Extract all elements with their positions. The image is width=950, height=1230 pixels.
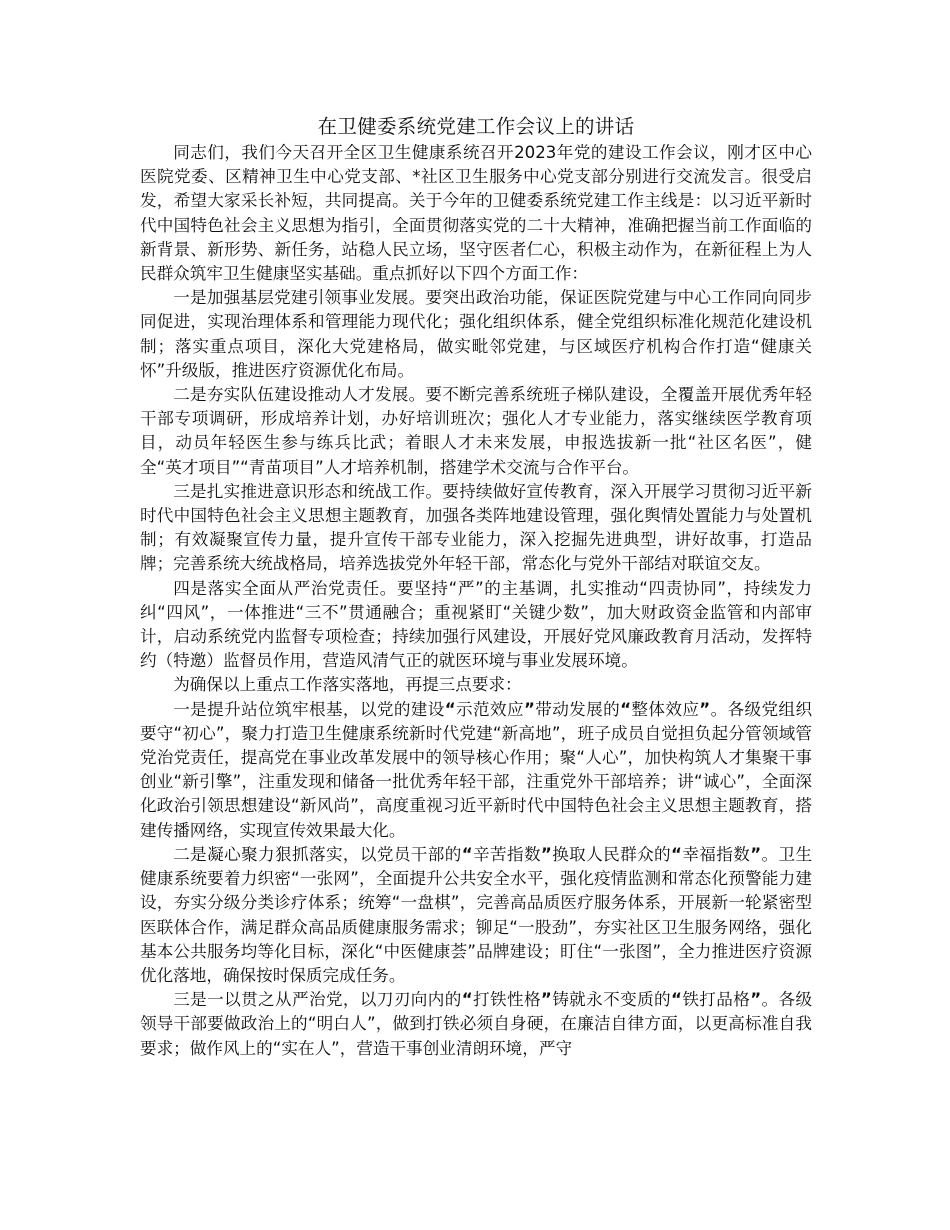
body-paragraph <box>140 843 812 988</box>
bold-text-segment: “ <box>461 990 473 1010</box>
bold-text-segment: ” <box>750 990 762 1010</box>
bold-text-segment: “ <box>444 699 456 719</box>
text-segment: 一是加强基层党建引领事业发展。要突出政治功能，保证医院党建与中心工作同向同步同促进，实现治理体系和管理能力现代化；强化组织体系，健全党组织标准化规范化建设机制；落实重点项目，深化大党建格局，做实毗邻党建，与区域医疗机构合作打造“健康关怀”升级版，推进医疗资源优化布局。 <box>140 288 812 380</box>
text-segment: 。卫生健康系统要着力织密“一张网”，全面提升公共安全水平，强化疫情监测和常态化预警能力建设，夯实分级分类诊疗体系；统筹“一盘棋”，完善高品质医疗服务体系，开展新一轮紧密型医联体合作，满足群众高品质健康服务需求；铆足“一股劲”，夯实社区卫生服务网络，强化基本公共服务均等化目标，深化“中医健康荟”品牌建设；盯住“一张图”，全力推进医疗资源优化落地，确保按时保质完成任务。 <box>140 844 813 985</box>
text-segment: 示范效应 <box>455 699 524 719</box>
bold-text-segment: “ <box>671 990 682 1010</box>
bold-text-segment: ” <box>540 844 552 864</box>
bold-text-segment: “ <box>620 699 632 719</box>
text-segment: 幸福指数 <box>681 844 751 864</box>
bold-text-segment: “ <box>671 844 682 864</box>
text-segment: 二是凝心聚力狠抓落实，以党员干部的 <box>173 844 462 864</box>
body-paragraph <box>140 577 812 674</box>
text-segment: 铁打品格 <box>681 990 751 1010</box>
bold-text-segment: ” <box>750 844 762 864</box>
document-title: 在卫健委系统党建工作会议上的讲话 <box>317 115 635 138</box>
text-segment: 同志们，我们今天召开全区卫生健康系统召开2023年党的建设工作会议，刚才区中心医院党委、区精神卫生中心党支部、*社区卫生服务中心党支部分别进行交流发言。很受启发，希望大家采长补短，共同提高。关于今年的卫健委系统党建工作主线是：以习近平新时代中国特色社会主义思想为指引，全面贯彻落实党的二十大精神，准确把握当前工作面临的新背景、新形势、新任务，站稳人民立场，坚守医者仁心，积极主动作为，在新征程上为人民群众筑牢卫生健康坚实基础。重点抓好以下四个方面工作： <box>140 143 812 284</box>
bold-text-segment: ” <box>523 699 535 719</box>
bold-text-segment: ” <box>699 699 711 719</box>
text-segment: 二是夯实队伍建设推动人才发展。要不断完善系统班子梯队建设，全覆盖开展优秀年轻干部专项调研，形成培养计划，办好培训班次；强化人才专业能力，落实继续医学教育项目，动员年轻医生参与练兵比武；着眼人才未来发展，申报选拔新一批“社区名医”，健全“英才项目”“青苗项目”人才培养机制，搭建学术交流与合作平台。 <box>140 385 812 477</box>
body-paragraph <box>140 673 812 697</box>
body-paragraph <box>140 141 812 286</box>
text-segment: 带动发展的 <box>534 699 621 719</box>
text-segment: 换取人民群众的 <box>551 844 672 864</box>
text-segment: 辛苦指数 <box>472 844 541 864</box>
body-paragraph <box>140 698 812 843</box>
text-segment: 整体效应 <box>631 699 700 719</box>
bold-text-segment: ” <box>540 990 552 1010</box>
text-segment: 三是一以贯之从严治党，以刀刃向内的 <box>173 990 462 1010</box>
bold-text-segment: “ <box>461 844 473 864</box>
text-segment: 四是落实全面从严治党责任。要坚持“严”的主基调，扎实推动“四责协同”，持续发力纠“四风”，一体推进“三不”贯通融合；重视紧盯“关键少数”，加大财政资金监管和内部审计，启动系统党内监督专项检查；持续加强行风建设，开展好党风廉政教育月活动，发挥特约（特邀）监督员作用，营造风清气正的就医环境与事业发展环境。 <box>140 578 812 671</box>
text-segment: 三是扎实推进意识形态和统战工作。要持续做好宣传教育，深入开展学习贯彻习近平新时代中国特色社会主义思想主题教育，加强各类阵地建设管理，强化舆情处置能力与处置机制；有效凝聚宣传力量，提升宣传干部专业能力，深入挖掘先进典型，讲好故事，打造品牌；完善系统大统战格局，培养选拔党外年轻干部，常态化与党外干部结对联谊交友。 <box>140 481 812 574</box>
text-segment: 。各级党组织要守“初心”，聚力打造卫生健康系统新时代党建“新高地”，班子成员自觉担负起分管领域管党治党责任，提高党在事业改革发展中的领导核心作用；聚“人心”，加快构筑人才集聚干事创业“新引擎”，注重发现和储备一批优秀年轻干部，注重党外干部培养；讲“诚心”，全面深化政治引领思想建设“新风尚”，高度重视习近平新时代中国特色社会主义思想主题教育，搭建传播网络，实现宣传效果最大化。 <box>140 699 813 840</box>
text-segment: 铸就永不变质的 <box>551 990 672 1010</box>
text-segment: 一是提升站位筑牢根基，以党的建设 <box>173 699 445 719</box>
body-paragraph <box>140 286 812 383</box>
text-segment: 。各级领导干部要做政治上的“明白人”，做到打铁必须自身硬，在廉洁自律方面，以更高标准自我要求；做作风上的“实在人”，营造干事创业清朗环境，严守 <box>140 990 813 1058</box>
body-paragraph <box>140 988 812 1061</box>
text-segment: 为确保以上重点工作落实落地，再提三点要求： <box>173 675 522 695</box>
body-paragraph <box>140 480 812 577</box>
body-paragraph <box>140 383 812 480</box>
document-body <box>140 141 812 1061</box>
text-segment: 打铁性格 <box>472 990 541 1010</box>
document-page <box>140 113 812 1061</box>
